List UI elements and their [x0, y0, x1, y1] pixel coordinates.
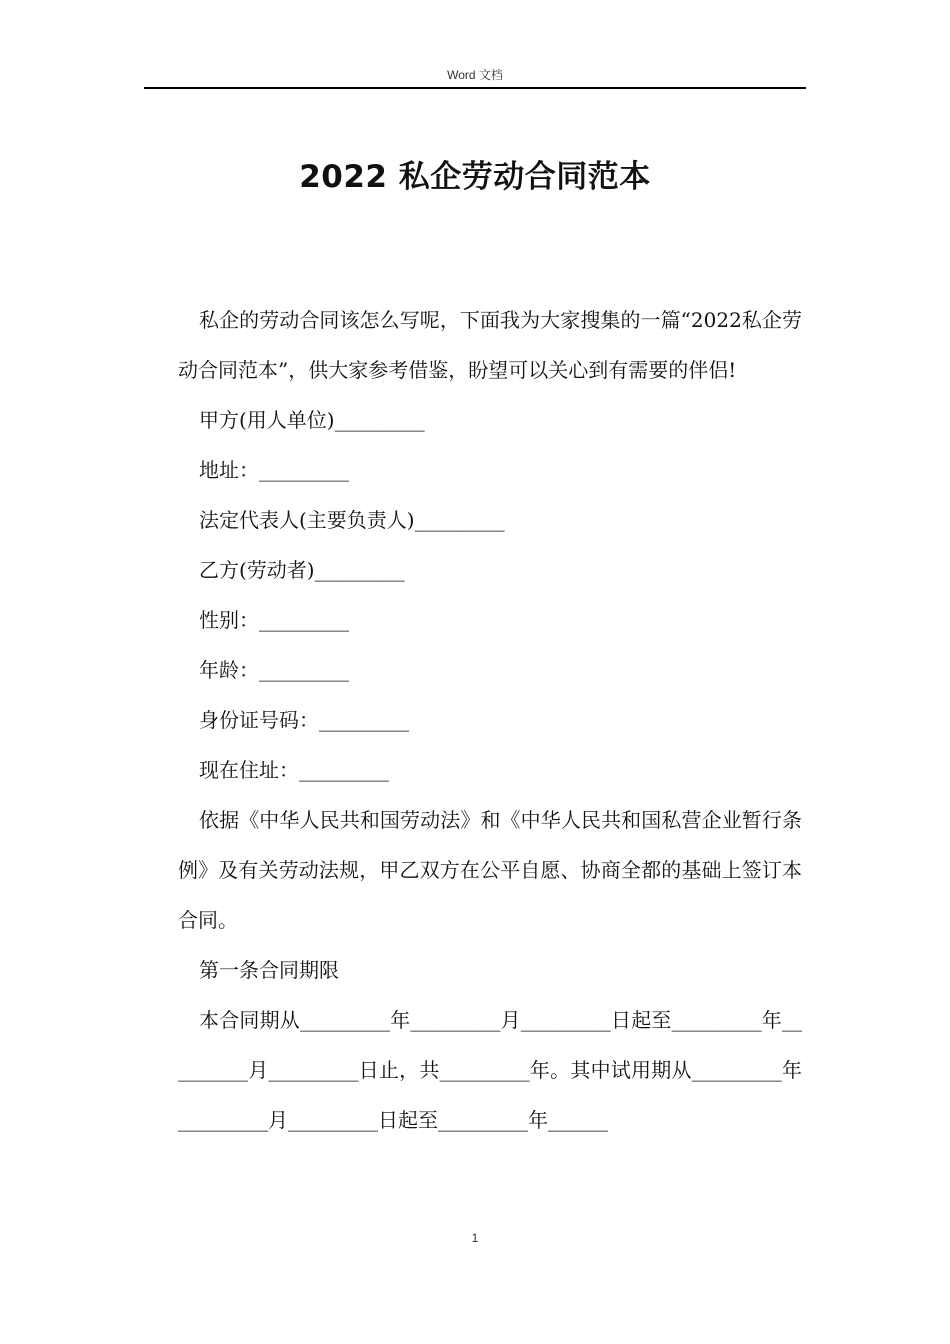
- party-a-employer-line: 甲方(用人单位)_________: [199, 408, 425, 432]
- contract-term-paragraph: 本合同期从_________年_________月_________日起至_________年_________月_________日止，共_________年。其中试用期从_________年_________月_________日起至_________年______: [178, 1008, 802, 1132]
- article-one-heading: 第一条合同期限: [199, 958, 339, 982]
- legal-representative-line: 法定代表人(主要负责人)_________: [199, 508, 505, 532]
- intro-paragraph: 私企的劳动合同该怎么写呢，下面我为大家搜集的一篇“2022私企劳动合同范本”，供大家参考借鉴，盼望可以关心到有需要的伴侣!: [178, 308, 802, 382]
- page-number: 1: [471, 1231, 479, 1245]
- header-rule: [144, 87, 806, 89]
- age-line: 年龄：_________: [199, 658, 349, 682]
- document-title: 2022 私企劳动合同范本: [299, 159, 651, 195]
- page-header: Word 文档: [447, 68, 503, 82]
- legal-basis-paragraph: 依据《中华人民共和国劳动法》和《中华人民共和国私营企业暂行条例》及有关劳动法规，甲乙双方在公平自愿、协商全都的基础上签订本合同。: [178, 808, 802, 932]
- document-body: [178, 295, 802, 1145]
- current-address-line: 现在住址：_________: [199, 758, 389, 782]
- address-line: 地址：_________: [199, 458, 349, 482]
- id-number-line: 身份证号码：_________: [199, 708, 409, 732]
- gender-line: 性别：_________: [199, 608, 349, 632]
- party-b-employee-line: 乙方(劳动者)_________: [199, 558, 405, 582]
